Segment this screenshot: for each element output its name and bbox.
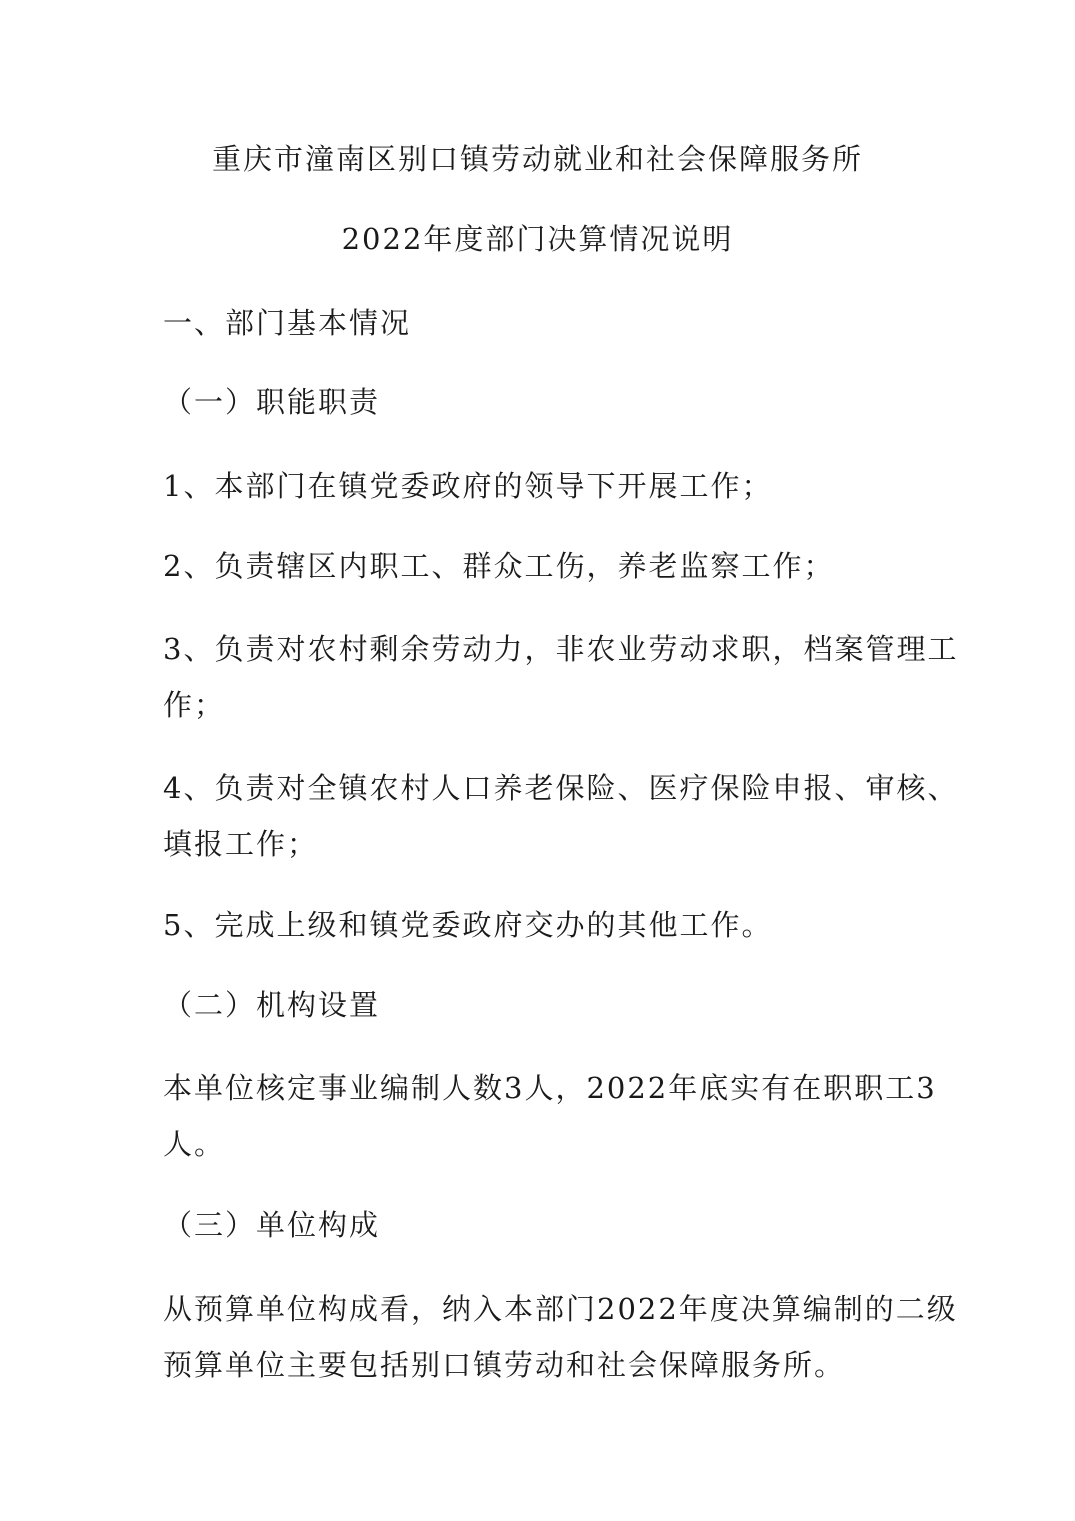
subsection-heading-duties: （一）职能职责 — [163, 385, 381, 419]
document-title-line-1: 重庆市潼南区别口镇劳动就业和社会保障服务所 — [211, 142, 863, 176]
section-heading-basic-info: 一、部门基本情况 — [163, 306, 412, 340]
duty-item-1: 1、本部门在镇党委政府的领导下开展工作； — [163, 469, 773, 503]
composition-text-line-1: 从预算单位构成看，纳入本部门2022年度决算编制的二级 — [163, 1292, 958, 1326]
subsection-heading-organization: （二）机构设置 — [163, 988, 381, 1022]
subsection-heading-composition: （三）单位构成 — [163, 1208, 381, 1242]
duty-item-4-line-2: 填报工作； — [163, 827, 319, 861]
duty-item-4-line-1: 4、负责对全镇农村人口养老保险、医疗保险申报、审核、 — [163, 771, 959, 805]
duty-item-3-line-2: 作； — [163, 688, 226, 722]
composition-text-line-2: 预算单位主要包括别口镇劳动和社会保障服务所。 — [163, 1348, 846, 1382]
duty-item-5: 5、完成上级和镇党委政府交办的其他工作。 — [163, 908, 773, 942]
document-title-line-2: 2022年度部门决算情况说明 — [341, 222, 734, 256]
staffing-text-line-1: 本单位核定事业编制人数3人，2022年底实有在职职工3 — [163, 1071, 937, 1105]
staffing-text-line-2: 人。 — [163, 1127, 226, 1161]
duty-item-2: 2、负责辖区内职工、群众工伤，养老监察工作； — [163, 549, 835, 583]
duty-item-3-line-1: 3、负责对农村剩余劳动力，非农业劳动求职，档案管理工 — [163, 632, 959, 666]
